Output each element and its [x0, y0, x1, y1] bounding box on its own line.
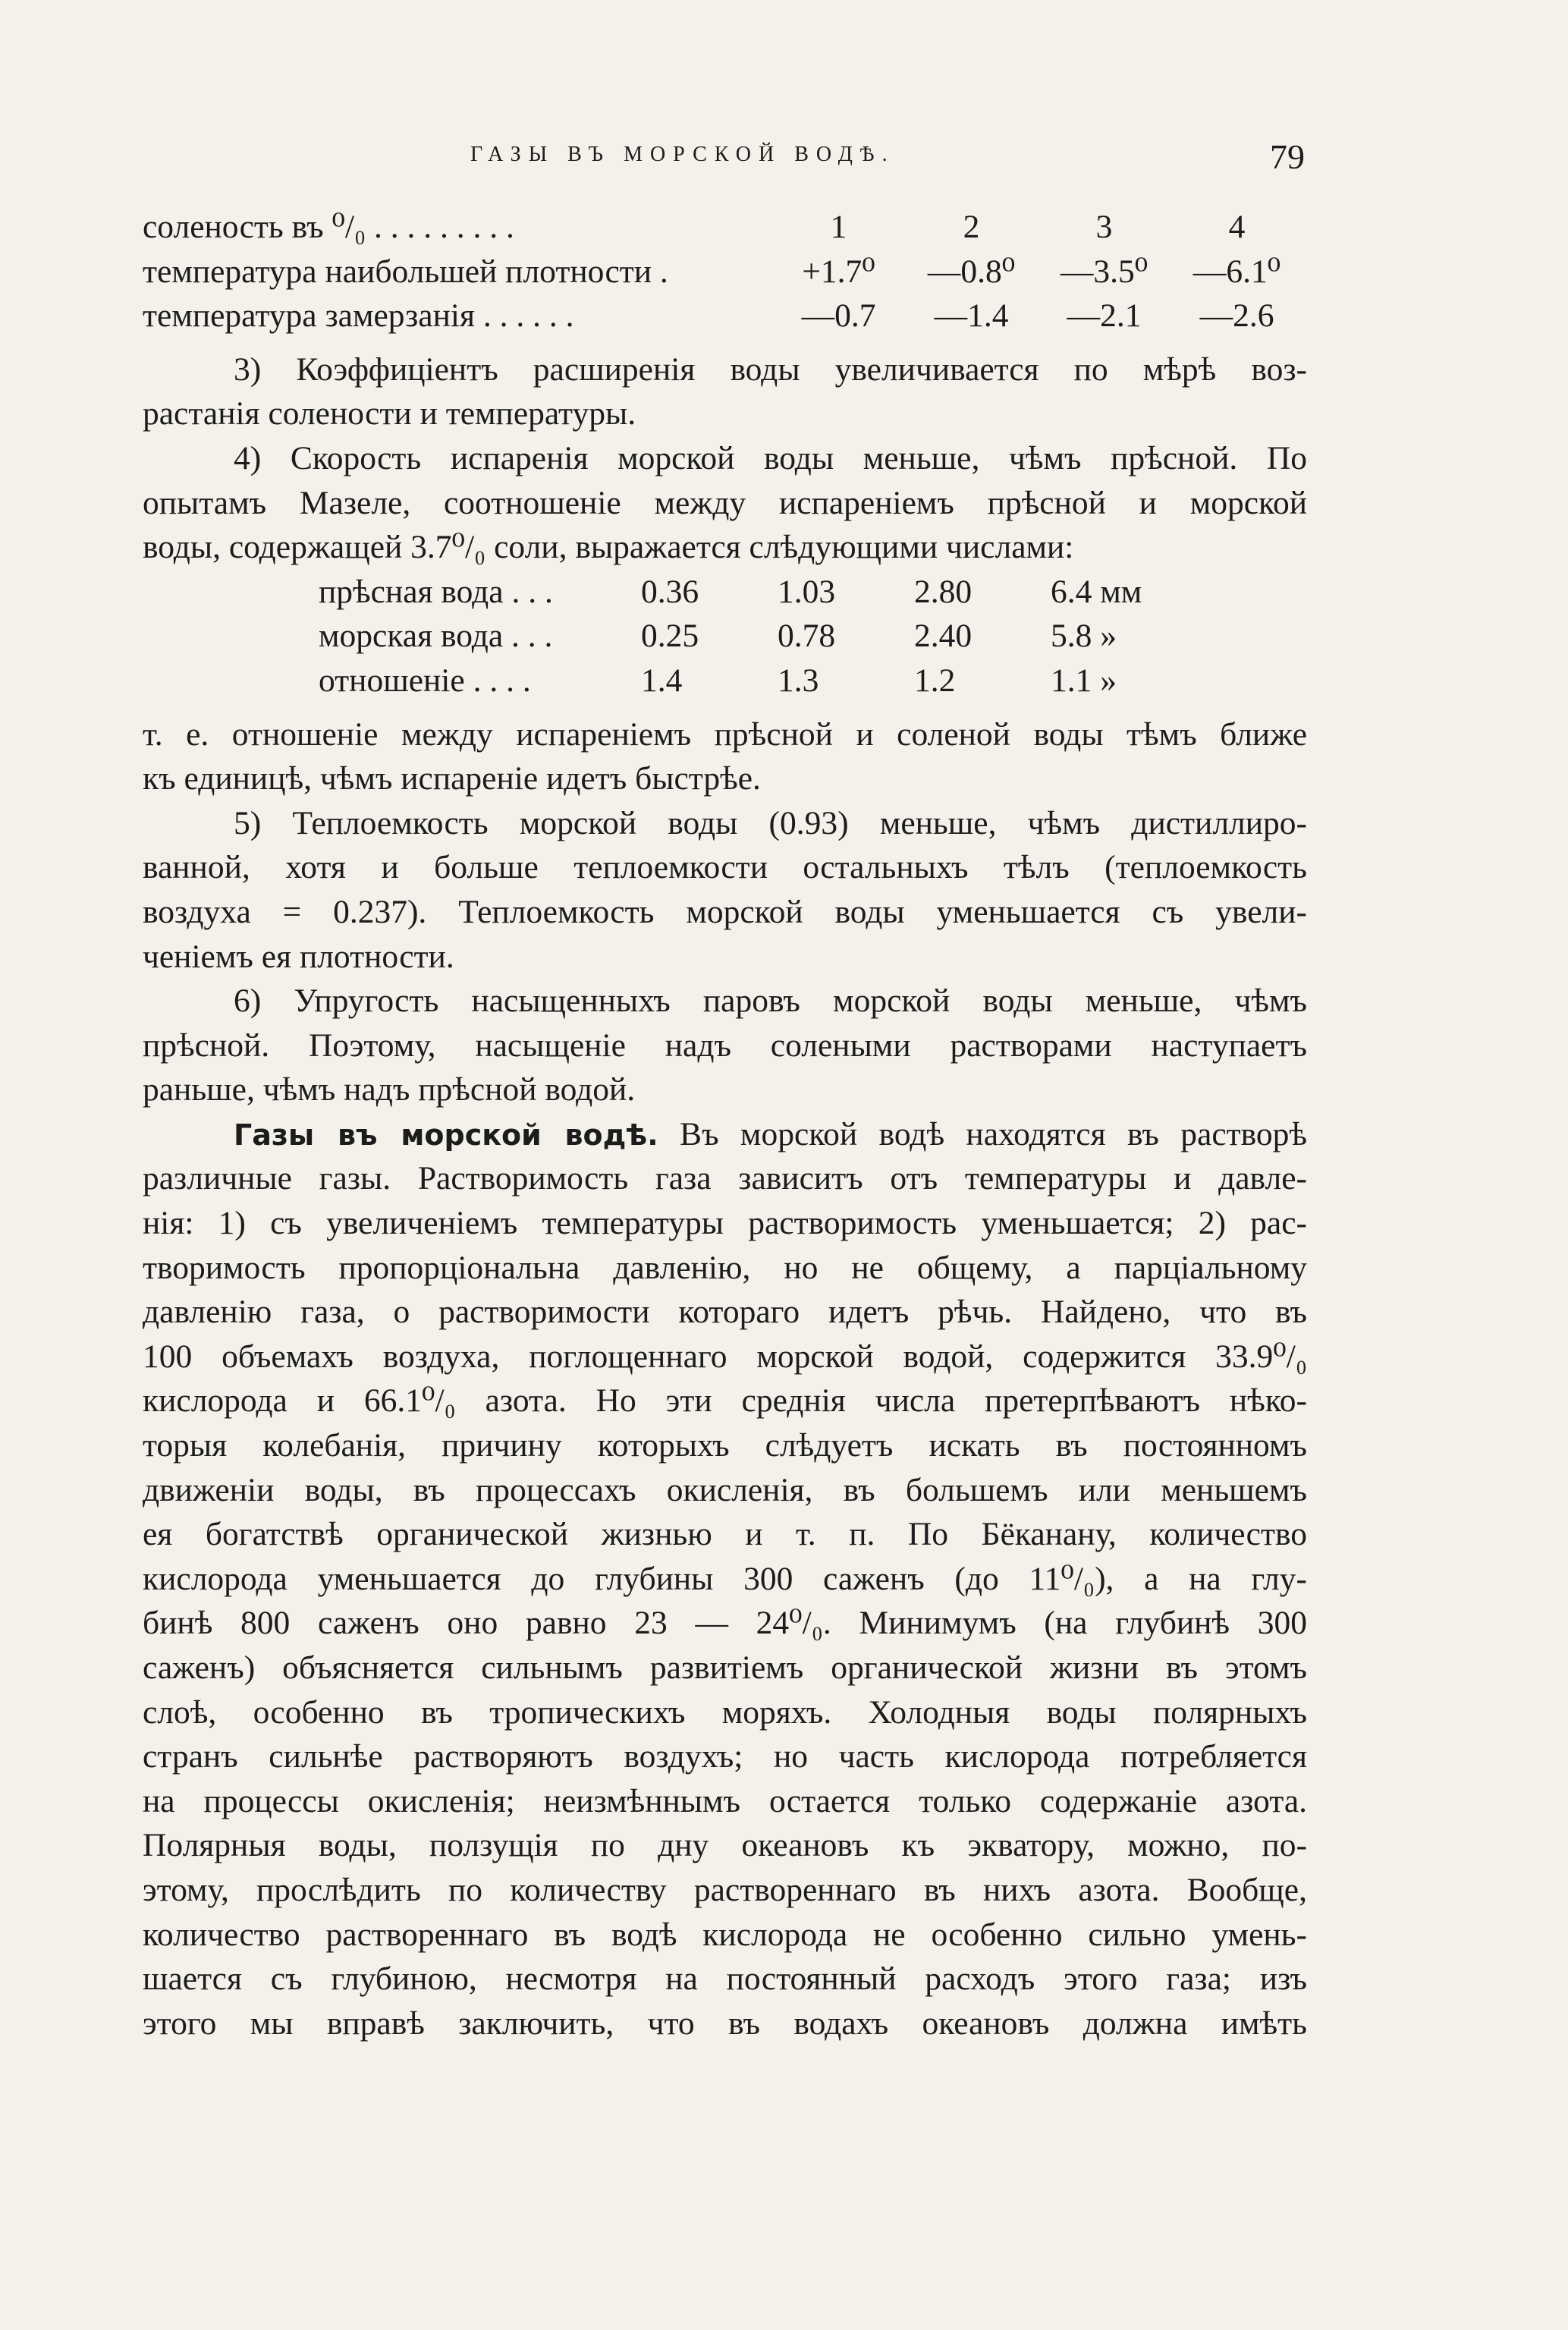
text-line: Полярныя воды, ползущія по дну океановъ къ экватору, можно, по-: [143, 1827, 1307, 1864]
table-cell: —3.5⁰: [1060, 253, 1149, 290]
text-line: опытамъ Мазеле, соотношеніе между испареніемъ прѣсной и морской: [143, 484, 1307, 521]
running-head: ГАЗЫ ВЪ МОРСКОЙ ВОДѢ.: [470, 143, 895, 166]
text-run: Въ морской водѣ находятся въ растворѣ: [658, 1115, 1307, 1152]
text-line: кислорода и 66.1⁰/₀ азота. Но эти среднія числа претерпѣваютъ нѣко-: [143, 1382, 1307, 1420]
table-cell: —2.6: [1199, 297, 1274, 335]
text-line: 6) Упругость насыщенныхъ паровъ морской воды меньше, чѣмъ: [234, 983, 1307, 1020]
text-line: слоѣ, особенно въ тропическихъ моряхъ. Холодныя воды полярныхъ: [143, 1693, 1307, 1731]
text-line: нія: 1) съ увеличеніемъ температуры растворимость уменьшается; 2) рас-: [143, 1205, 1307, 1242]
paragraph-4-continued: [143, 712, 1307, 801]
paragraph-5: [143, 801, 1307, 979]
table-cell: 1.1 »: [1051, 662, 1117, 699]
table-cell: 2: [963, 209, 980, 245]
table-row: [143, 205, 1307, 250]
table-cell: 1.03: [778, 573, 836, 610]
text-line: растанія солености и температуры.: [143, 395, 636, 432]
text-line: кислорода уменьшается до глубины 300 саженъ (до 11⁰/₀), а на глу-: [143, 1560, 1307, 1597]
text-line: на процессы окисленія; неизмѣннымъ остается только содержаніе азота.: [143, 1782, 1307, 1819]
text-line: этого мы вправѣ заключить, что въ водахъ океановъ должна имѣть: [143, 2005, 1307, 2042]
text-line: шается съ глубиною, несмотря на постоянный расходъ этого газа; изъ: [143, 1961, 1307, 1998]
table-cell: 2.40: [914, 618, 973, 655]
section-first-line: [143, 1112, 1307, 1157]
row-label: соленость въ ⁰/₀ . . . . . . . . .: [143, 209, 514, 245]
row-label: температура наибольшей плотности .: [143, 253, 668, 290]
paragraph-6: [143, 979, 1307, 1112]
text-line: къ единицѣ, чѣмъ испареніе идетъ быстрѣе.: [143, 760, 761, 797]
page-number: 79: [1270, 137, 1305, 176]
table-cell: 1.2: [914, 662, 956, 699]
text-line: 100 объемахъ воздуха, поглощеннаго морской водой, содержится 33.9⁰/₀: [143, 1338, 1307, 1375]
row-label: температура замерзанія . . . . . .: [143, 297, 574, 335]
text-line: раньше, чѣмъ надъ прѣсной водой.: [143, 1071, 636, 1108]
text-line: 4) Скорость испаренія морской воды меньше, чѣмъ прѣсной. По: [234, 439, 1307, 476]
text-line: воды, содержащей 3.7⁰/₀ соли, выражается слѣдующими числами:: [143, 529, 1074, 566]
section-heading: Газы въ морской водѣ.: [234, 1118, 658, 1152]
table-row: [143, 294, 1307, 338]
salinity-table: [143, 205, 1307, 338]
text-line: ченіемъ ея плотности.: [143, 938, 454, 975]
table-row: [143, 614, 1307, 659]
text-line: прѣсной. Поэтому, насыщеніе надъ солеными растворами наступаетъ: [143, 1027, 1307, 1064]
table-cell: —0.8⁰: [927, 253, 1016, 290]
text-line: странъ сильнѣе растворяютъ воздухъ; но часть кислорода потребляется: [143, 1738, 1307, 1775]
table-row: [143, 250, 1307, 294]
text-line: ванной, хотя и больше теплоемкости остальныхъ тѣлъ (теплоемкость: [143, 849, 1307, 886]
row-label: прѣсная вода . . .: [319, 573, 553, 610]
table-cell: 0.78: [778, 618, 836, 655]
evaporation-table: [143, 570, 1307, 703]
paragraph-3: [143, 347, 1307, 436]
text-line: различные газы. Растворимость газа зависитъ отъ температуры и давле-: [143, 1160, 1307, 1197]
table-cell: —1.4: [934, 297, 1009, 335]
table-row: [143, 659, 1307, 703]
table-cell: 1: [830, 209, 847, 245]
table-cell: 4: [1228, 209, 1246, 245]
gases-section: [143, 1112, 1307, 2045]
text-line: количество раствореннаго въ водѣ кислорода не особенно сильно умень-: [143, 1916, 1307, 1953]
text-line: т. е. отношеніе между испареніемъ прѣсной и соленой воды тѣмъ ближе: [143, 715, 1307, 753]
text-line: бинѣ 800 саженъ оно равно 23 — 24⁰/₀. Минимумъ (на глубинѣ 300: [143, 1605, 1307, 1642]
table-row: [143, 570, 1307, 615]
table-cell: 3: [1095, 209, 1113, 245]
table-cell: 0.36: [641, 573, 699, 610]
text-line: движеніи воды, въ процессахъ окисленія, въ большемъ или меньшемъ: [143, 1471, 1307, 1508]
text-line: саженъ) объясняется сильнымъ развитіемъ органической жизни въ этомъ: [143, 1649, 1307, 1686]
table-cell: 6.4 мм: [1051, 573, 1142, 610]
text-line: этому, прослѣдить по количеству раствореннаго въ нихъ азота. Вообще,: [143, 1871, 1307, 1908]
text-line: торыя колебанія, причину которыхъ слѣдуетъ искать въ постоянномъ: [143, 1427, 1307, 1464]
text-line: давленію газа, о растворимости котораго идетъ рѣчь. Найдено, что въ: [143, 1294, 1307, 1331]
table-cell: 5.8 »: [1051, 618, 1117, 655]
table-cell: 0.25: [641, 618, 699, 655]
page-header: [144, 137, 1305, 182]
text-line: ея богатствѣ органической жизнью и т. п. По Бёканану, количество: [143, 1516, 1307, 1553]
table-cell: 2.80: [914, 573, 973, 610]
row-label: отношеніе . . . .: [319, 662, 531, 699]
table-cell: +1.7⁰: [802, 253, 875, 290]
text-block: [143, 205, 1307, 2045]
table-cell: 1.3: [778, 662, 819, 699]
table-cell: —0.7: [801, 297, 876, 335]
table-cell: 1.4: [641, 662, 683, 699]
paragraph-4: [143, 436, 1307, 570]
table-cell: —2.1: [1067, 297, 1142, 335]
row-label: морская вода . . .: [319, 618, 553, 655]
text-line: воздуха = 0.237). Теплоемкость морской воды уменьшается съ увели-: [143, 893, 1307, 930]
table-cell: —6.1⁰: [1192, 253, 1281, 290]
text-line: творимость пропорціональна давленію, но не общему, а парціальному: [143, 1249, 1307, 1286]
text-line: 3) Коэффиціентъ расширенія воды увеличивается по мѣрѣ воз-: [234, 351, 1307, 388]
text-line: 5) Теплоемкость морской воды (0.93) меньше, чѣмъ дистиллиро-: [234, 804, 1307, 841]
